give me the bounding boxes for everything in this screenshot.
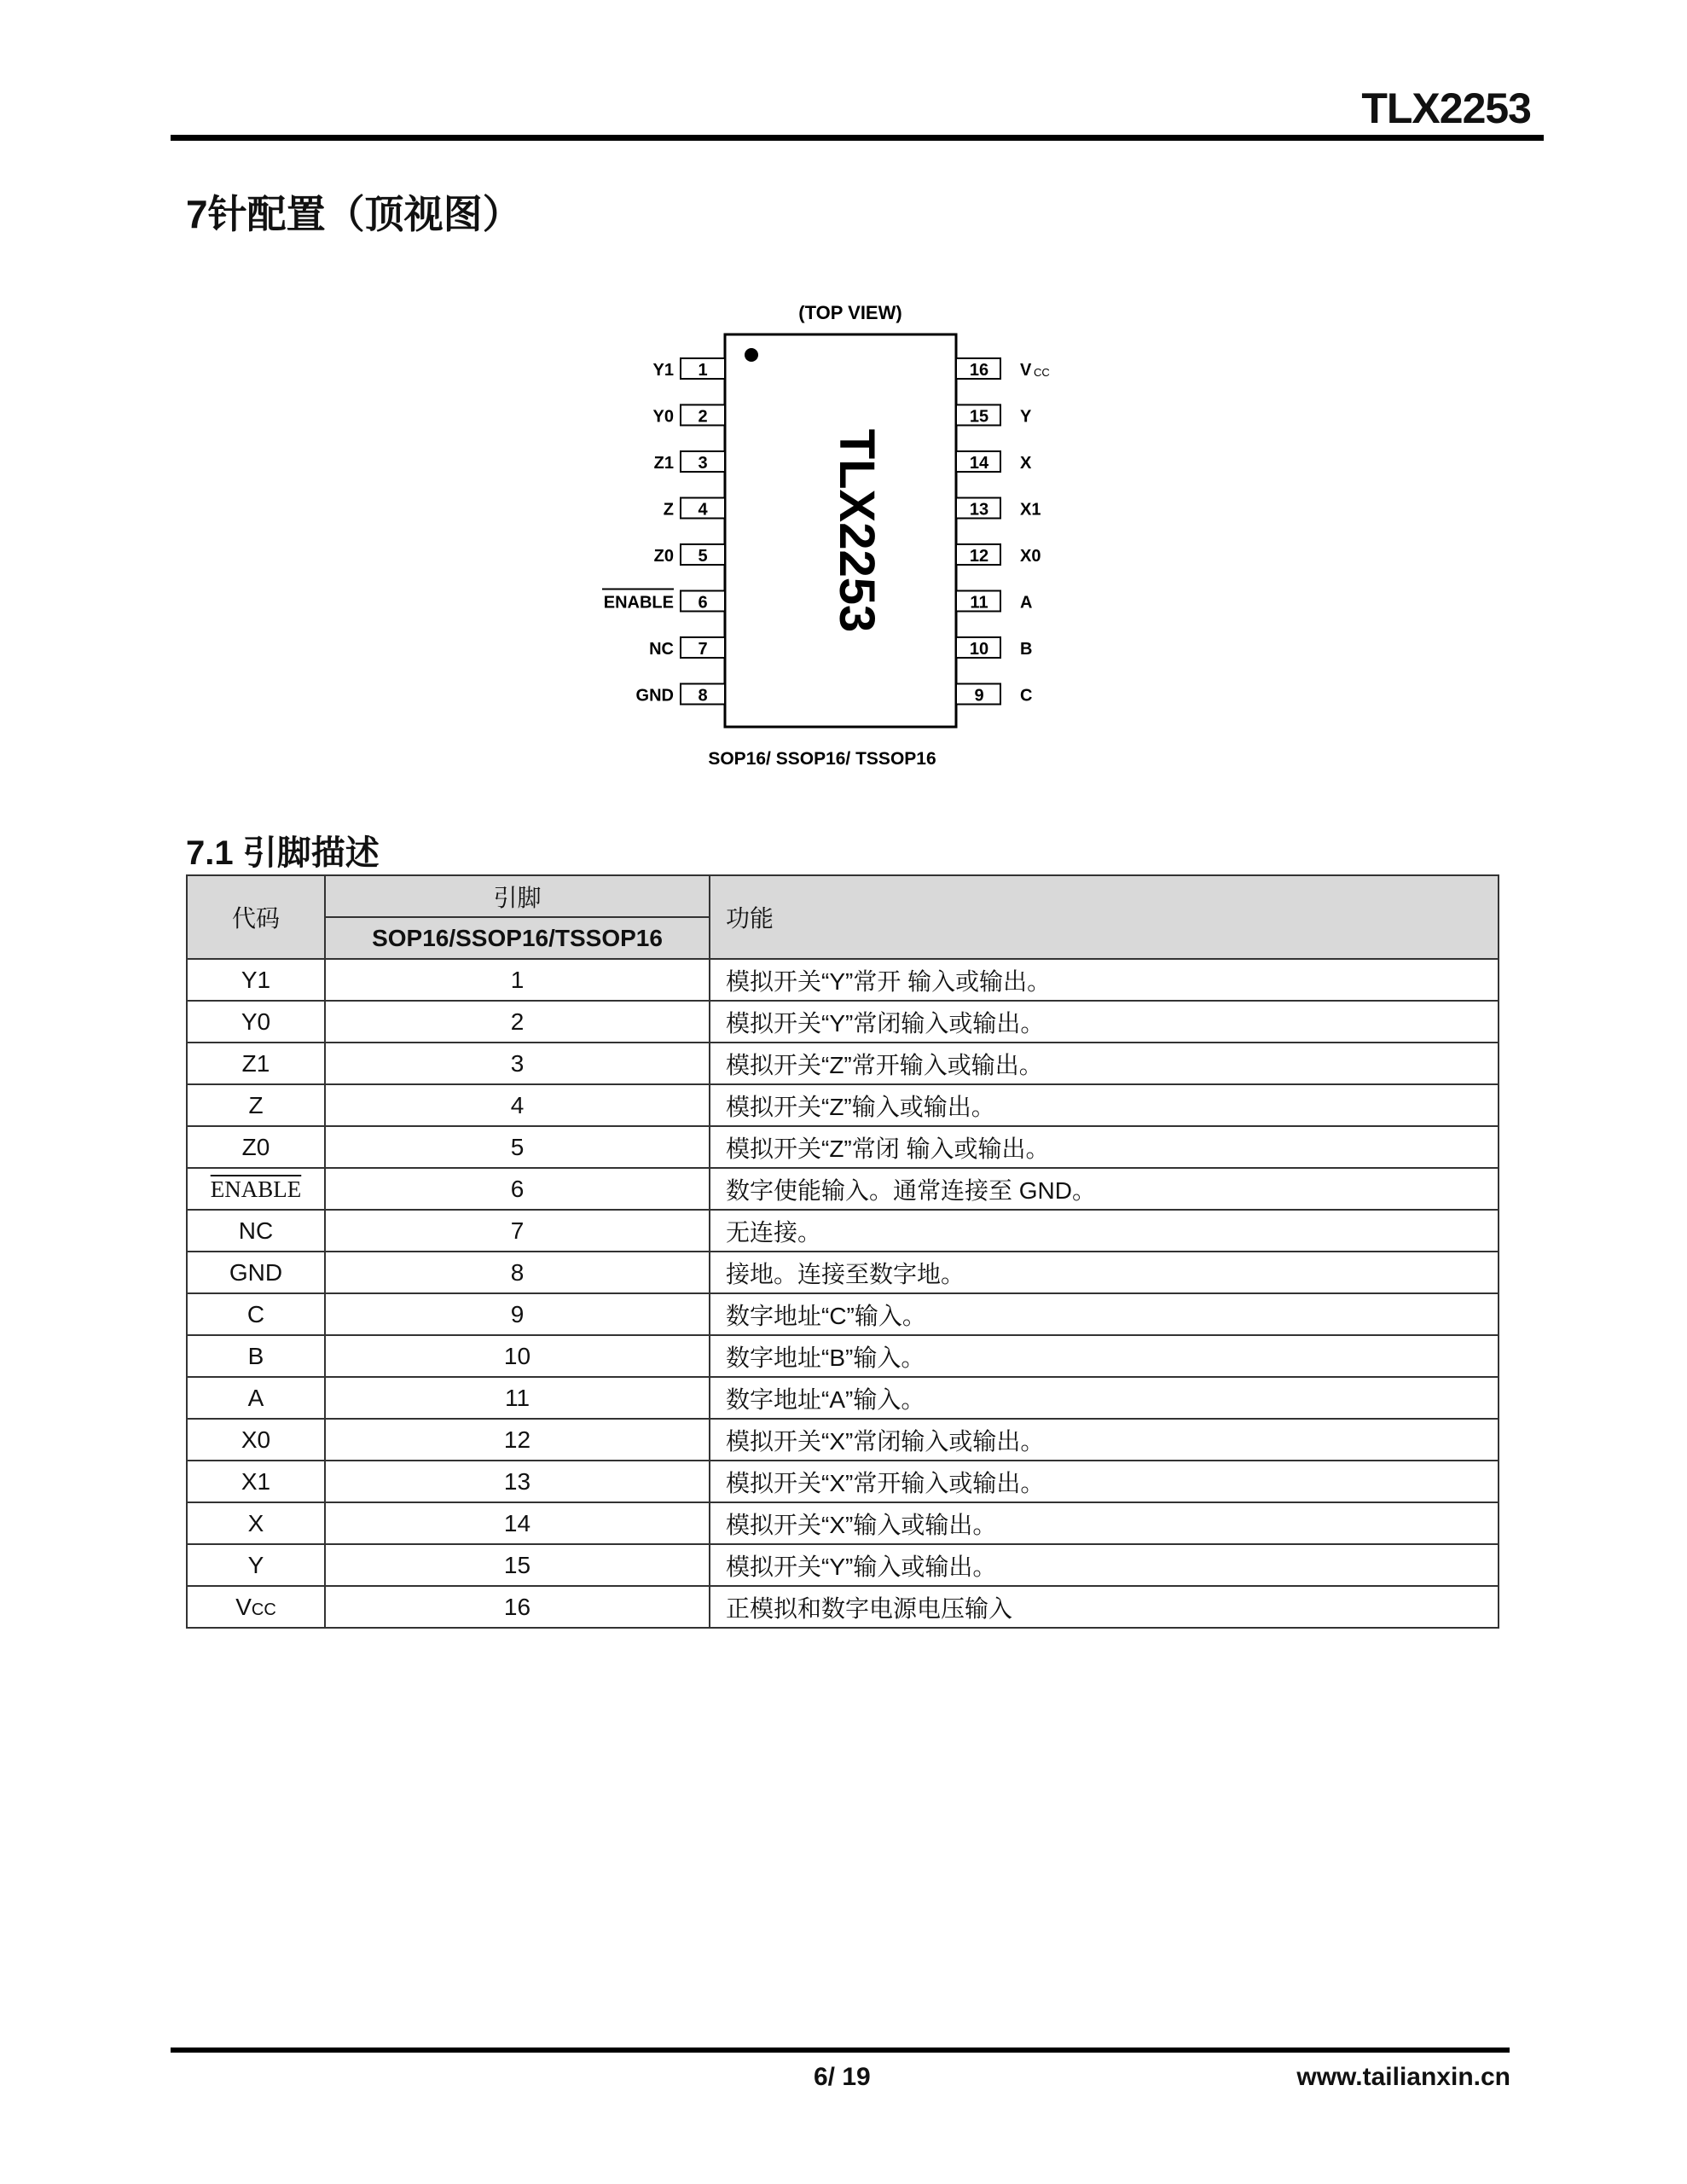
table-row: [187, 1377, 1499, 1419]
pin-number-cell: 14: [325, 1502, 710, 1544]
right-pin-number: 12: [969, 547, 989, 566]
pin-number-cell: 6: [325, 1168, 710, 1210]
pin-code: Y0: [241, 1008, 271, 1035]
right-pin-number: 13: [969, 500, 989, 520]
pin1-marker: [745, 348, 758, 362]
footer-rule: [171, 2048, 1510, 2053]
pin-code-cell: [187, 1377, 325, 1419]
right-pin-name: V: [1020, 361, 1032, 380]
pin-function-cell: 模拟开关“Z”常闭 输入或输出。: [710, 1126, 1499, 1168]
left-pin-name: Z: [663, 500, 674, 520]
pin-code: Z1: [241, 1049, 270, 1077]
pin-code-cell: [187, 1293, 325, 1335]
document-header-title: TLX2253: [1361, 84, 1531, 132]
left-pin-name: GND: [635, 686, 674, 706]
pin-number-cell: 5: [325, 1126, 710, 1168]
right-pin-number: 9: [974, 686, 984, 706]
left-pin-number: 8: [698, 686, 708, 706]
header-code: 代码: [187, 875, 325, 959]
pin-function-cell: 模拟开关“X”常闭输入或输出。: [710, 1419, 1499, 1461]
right-pin-name: X: [1020, 454, 1032, 473]
pin-code: NC: [238, 1217, 274, 1244]
table-row: [187, 1419, 1499, 1461]
pin-number-cell: 9: [325, 1293, 710, 1335]
left-pin-name: NC: [649, 640, 674, 659]
pin-number-cell: 11: [325, 1377, 710, 1419]
pin-number-cell: 7: [325, 1210, 710, 1252]
top-view-label: (TOP VIEW): [798, 302, 902, 323]
pin-code-cell: [187, 1502, 325, 1544]
pin-number-cell: 12: [325, 1419, 710, 1461]
right-pin-name: B: [1020, 640, 1033, 659]
pin-code: Y: [247, 1551, 264, 1578]
pin-function-cell: 模拟开关“X”常开输入或输出。: [710, 1461, 1499, 1502]
pin-table-title: 7.1 引脚描述: [186, 834, 380, 872]
pin-number-cell: 16: [325, 1586, 710, 1628]
right-pin-number: 11: [970, 593, 988, 613]
pin-function-cell: 数字使能输入。通常连接至 GND。: [710, 1168, 1499, 1210]
left-pin-name: Z0: [653, 547, 674, 566]
pin-code: C: [246, 1300, 265, 1327]
pin-code: X1: [241, 1467, 271, 1495]
left-pin-number: 3: [698, 454, 708, 473]
left-pin-number: 1: [698, 361, 708, 380]
table-row: [187, 1252, 1499, 1293]
right-pin-name: Y: [1020, 407, 1032, 427]
page-number: 6/ 19: [814, 2063, 871, 2091]
right-pin-name-sub: CC: [1034, 366, 1050, 379]
pin-code-cell: [187, 1168, 325, 1210]
table-row: [187, 1126, 1499, 1168]
table-row: [187, 1168, 1499, 1210]
pin-number-cell: 10: [325, 1335, 710, 1377]
pin-code-sub: CC: [251, 1600, 276, 1619]
pin-number-cell: 1: [325, 959, 710, 1001]
pin-code: Z0: [241, 1133, 270, 1160]
pin-code: Y1: [241, 966, 271, 993]
pin-code: V: [235, 1593, 252, 1620]
footer-url: www.tailianxin.cn: [1296, 2063, 1510, 2091]
right-pin-number: 14: [969, 454, 989, 473]
pin-function-cell: 数字地址“C”输入。: [710, 1293, 1499, 1335]
right-pin-name: X1: [1020, 500, 1041, 520]
pin-code: GND: [229, 1258, 283, 1286]
pin-number-cell: 4: [325, 1084, 710, 1126]
section-title: 7针配置（顶视图）: [186, 192, 522, 236]
pin-function-cell: 无连接。: [710, 1210, 1499, 1252]
table-row: [187, 1001, 1499, 1043]
pin-code: X: [247, 1509, 264, 1536]
pin-function-cell: 模拟开关“Y”常开 输入或输出。: [710, 959, 1499, 1001]
pin-function-cell: 接地。连接至数字地。: [710, 1252, 1499, 1293]
pin-code-cell: [187, 1210, 325, 1252]
pin-code-cell: [187, 959, 325, 1001]
pin-code: ENABLE: [210, 1176, 302, 1202]
pin-number-cell: 8: [325, 1252, 710, 1293]
package-label: SOP16/ SSOP16/ TSSOP16: [708, 749, 936, 769]
left-pin-number: 5: [698, 547, 708, 566]
chip-label: TLX2253: [829, 428, 884, 633]
right-pin-name: C: [1020, 686, 1033, 706]
left-pin-name: Z1: [653, 454, 674, 473]
pin-code-cell: [187, 1544, 325, 1586]
right-pin-name: A: [1020, 593, 1033, 613]
pin-function-cell: 模拟开关“Y”常闭输入或输出。: [710, 1001, 1499, 1043]
pin-code-cell: [187, 1419, 325, 1461]
left-pin-number: 2: [698, 407, 708, 427]
pin-number-cell: 2: [325, 1001, 710, 1043]
pin-code: A: [247, 1384, 264, 1411]
right-pin-number: 15: [969, 407, 989, 427]
pin-function-cell: 正模拟和数字电源电压输入: [710, 1586, 1499, 1628]
table-row: [187, 1043, 1499, 1084]
header-pin-package: SOP16/SSOP16/TSSOP16: [325, 917, 710, 959]
pin-code-cell: [187, 1001, 325, 1043]
pin-code-cell: [187, 1043, 325, 1084]
pin-configuration-diagram: [0, 0, 1687, 819]
pin-description-table: [186, 874, 1499, 1629]
pin-code: B: [247, 1342, 264, 1369]
right-pin-number: 10: [969, 640, 989, 659]
table-row: [187, 1544, 1499, 1586]
pin-code: Z: [248, 1091, 264, 1118]
pin-table-body: [187, 959, 1499, 1628]
table-row: [187, 959, 1499, 1001]
table-row: [187, 1210, 1499, 1252]
pin-function-cell: 模拟开关“X”输入或输出。: [710, 1502, 1499, 1544]
right-pin-name: X0: [1020, 547, 1041, 566]
table-row: [187, 1084, 1499, 1126]
pin-code-cell: [187, 1586, 325, 1628]
left-pin-name: Y1: [652, 361, 674, 380]
table-row: [187, 1335, 1499, 1377]
left-pin-number: 7: [698, 640, 708, 659]
table-row: [187, 1502, 1499, 1544]
pin-code: X0: [241, 1426, 271, 1453]
right-pin-number: 16: [969, 361, 989, 380]
header-pin: 引脚: [325, 875, 710, 917]
table-row: [187, 1293, 1499, 1335]
pin-code-cell: [187, 1252, 325, 1293]
pin-code-cell: [187, 1126, 325, 1168]
pin-function-cell: 模拟开关“Z”输入或输出。: [710, 1084, 1499, 1126]
pin-function-cell: 模拟开关“Y”输入或输出。: [710, 1544, 1499, 1586]
left-pin-number: 6: [698, 593, 708, 613]
pin-code-cell: [187, 1084, 325, 1126]
pin-number-cell: 15: [325, 1544, 710, 1586]
table-row: [187, 1461, 1499, 1502]
pin-number-cell: 13: [325, 1461, 710, 1502]
left-pin-number: 4: [698, 500, 708, 520]
pin-function-cell: 数字地址“A”输入。: [710, 1377, 1499, 1419]
pin-number-cell: 3: [325, 1043, 710, 1084]
pin-function-cell: 数字地址“B”输入。: [710, 1335, 1499, 1377]
pin-function-cell: 模拟开关“Z”常开输入或输出。: [710, 1043, 1499, 1084]
table-row: [187, 1586, 1499, 1628]
header-function: 功能: [710, 875, 1499, 959]
pin-code-cell: [187, 1335, 325, 1377]
left-pin-name: Y0: [652, 407, 674, 427]
pin-code-cell: [187, 1461, 325, 1502]
left-pin-name: ENABLE: [603, 593, 674, 613]
